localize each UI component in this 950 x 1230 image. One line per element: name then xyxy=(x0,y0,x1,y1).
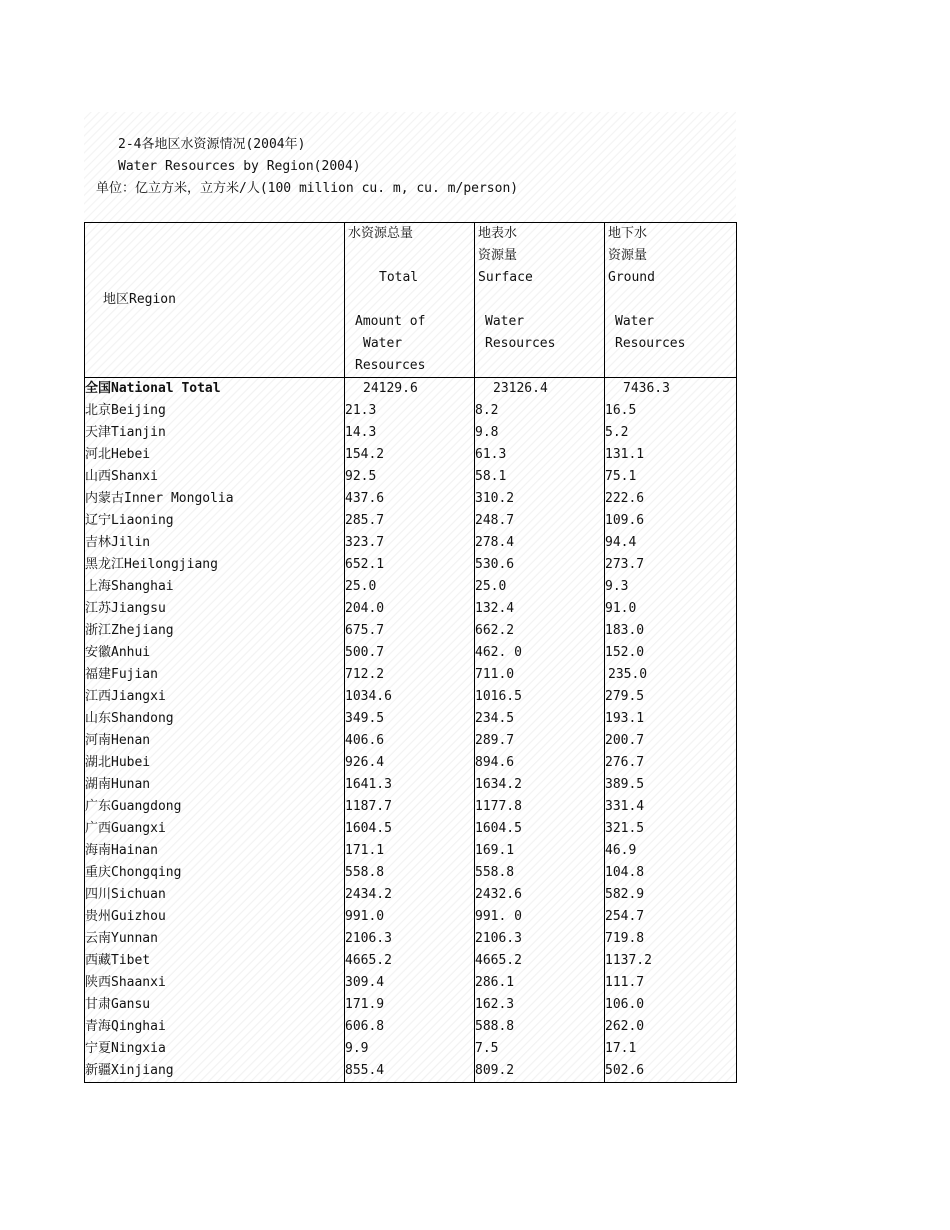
surface-cell: 894.6 xyxy=(475,752,605,774)
region-cell: 新疆Xinjiang xyxy=(85,1063,174,1078)
table-row xyxy=(85,708,737,730)
table-row xyxy=(85,774,737,796)
surface-cell: 289.7 xyxy=(475,730,605,752)
total-cell: 1187.7 xyxy=(345,796,475,818)
surface-cell: 248.7 xyxy=(475,510,605,532)
ground-cell: 111.7 xyxy=(605,972,737,994)
header-ground-line: Water xyxy=(615,314,655,329)
table-row xyxy=(85,576,737,598)
ground-cell: 9.3 xyxy=(605,576,737,598)
region-cell: 山西Shanxi xyxy=(85,469,158,484)
header-total-line: Amount of xyxy=(355,314,426,329)
header-surface-line xyxy=(475,289,604,311)
total-cell: 92.5 xyxy=(345,466,475,488)
total-cell: 500.7 xyxy=(345,642,475,664)
ground-cell: 719.8 xyxy=(605,928,737,950)
header-surface-line: 资源量 xyxy=(478,248,518,263)
table-row xyxy=(85,422,737,444)
region-cell: 陕西Shaanxi xyxy=(85,975,166,990)
header-total-line xyxy=(345,245,474,267)
total-cell: 675.7 xyxy=(345,620,475,642)
surface-cell: 162.3 xyxy=(475,994,605,1016)
table-row xyxy=(85,818,737,840)
ground-cell: 109.6 xyxy=(605,510,737,532)
surface-cell: 530.6 xyxy=(475,554,605,576)
table-row xyxy=(85,906,737,928)
total-cell: 24129.6 xyxy=(345,378,475,401)
surface-cell: 1604.5 xyxy=(475,818,605,840)
surface-cell: 2106.3 xyxy=(475,928,605,950)
surface-cell: 1177.8 xyxy=(475,796,605,818)
surface-cell: 662.2 xyxy=(475,620,605,642)
total-cell: 926.4 xyxy=(345,752,475,774)
total-cell: 9.9 xyxy=(345,1038,475,1060)
header-surface-line: Surface xyxy=(478,270,533,285)
unit-label: 单位：亿立方米，立方米/人(100 million cu. m, cu. m/person) xyxy=(96,181,519,196)
region-cell: 甘肃Gansu xyxy=(85,997,151,1012)
table-row xyxy=(85,730,737,752)
surface-cell: 1016.5 xyxy=(475,686,605,708)
table-row xyxy=(85,752,737,774)
region-cell: 福建Fujian xyxy=(85,667,158,682)
surface-cell: 558.8 xyxy=(475,862,605,884)
header-total xyxy=(345,223,475,378)
region-cell: 四川Sichuan xyxy=(85,887,166,902)
region-cell: 吉林Jilin xyxy=(85,535,151,550)
surface-cell: 23126.4 xyxy=(475,378,605,401)
ground-cell: 91.0 xyxy=(605,598,737,620)
surface-cell: 169.1 xyxy=(475,840,605,862)
region-cell: 江西Jiangxi xyxy=(85,689,166,704)
total-cell: 349.5 xyxy=(345,708,475,730)
table-row xyxy=(85,994,737,1016)
table-body xyxy=(85,378,737,1083)
header-total-line: Resources xyxy=(355,358,426,373)
surface-cell: 2432.6 xyxy=(475,884,605,906)
region-cell: 江苏Jiangsu xyxy=(85,601,166,616)
total-cell: 285.7 xyxy=(345,510,475,532)
table-row xyxy=(85,1038,737,1060)
surface-cell: 58.1 xyxy=(475,466,605,488)
region-cell: 湖北Hubei xyxy=(85,755,151,770)
surface-cell: 1634.2 xyxy=(475,774,605,796)
region-cell: 宁夏Ningxia xyxy=(85,1041,166,1056)
table-row xyxy=(85,510,737,532)
ground-cell: 104.8 xyxy=(605,862,737,884)
table-row xyxy=(85,972,737,994)
surface-cell: 61.3 xyxy=(475,444,605,466)
table-row xyxy=(85,1016,737,1038)
water-resources-table xyxy=(84,222,737,1083)
total-cell: 855.4 xyxy=(345,1060,475,1083)
header-ground-line: Ground xyxy=(608,270,655,285)
total-cell: 558.8 xyxy=(345,862,475,884)
header-surface-line: Resources xyxy=(485,336,556,351)
region-cell: 西藏Tibet xyxy=(85,953,151,968)
header-total-line: Water xyxy=(363,336,403,351)
header-surface-line: 地表水 xyxy=(478,226,518,241)
total-cell: 4665.2 xyxy=(345,950,475,972)
region-cell: 海南Hainan xyxy=(85,843,158,858)
header-total-line: Total xyxy=(379,270,419,285)
header-surface xyxy=(475,223,605,378)
table-row xyxy=(85,664,737,686)
surface-cell: 132.4 xyxy=(475,598,605,620)
table-row xyxy=(85,686,737,708)
region-cell: 上海Shanghai xyxy=(85,579,174,594)
total-cell: 309.4 xyxy=(345,972,475,994)
surface-cell: 310.2 xyxy=(475,488,605,510)
ground-cell: 17.1 xyxy=(605,1038,737,1060)
total-cell: 25.0 xyxy=(345,576,475,598)
table-row xyxy=(85,598,737,620)
ground-cell: 273.7 xyxy=(605,554,737,576)
table-title-cn: 2-4各地区水资源情况(2004年) xyxy=(118,137,306,152)
region-cell: 全国National Total xyxy=(85,381,221,396)
total-cell: 652.1 xyxy=(345,554,475,576)
ground-cell: 1137.2 xyxy=(605,950,737,972)
ground-cell: 235.0 xyxy=(605,664,737,686)
region-cell: 北京Beijing xyxy=(85,403,166,418)
ground-cell: 106.0 xyxy=(605,994,737,1016)
table-row xyxy=(85,488,737,510)
table-row xyxy=(85,620,737,642)
header-ground xyxy=(605,223,737,378)
total-cell: 323.7 xyxy=(345,532,475,554)
table-row xyxy=(85,1060,737,1083)
table-row xyxy=(85,796,737,818)
total-cell: 406.6 xyxy=(345,730,475,752)
region-cell: 贵州Guizhou xyxy=(85,909,166,924)
region-cell: 黑龙江Heilongjiang xyxy=(85,557,218,572)
ground-cell: 7436.3 xyxy=(605,378,737,401)
table-row xyxy=(85,928,737,950)
ground-cell: 94.4 xyxy=(605,532,737,554)
ground-cell: 5.2 xyxy=(605,422,737,444)
header-ground-line: 资源量 xyxy=(608,248,648,263)
region-cell: 青海Qinghai xyxy=(85,1019,166,1034)
total-cell: 1641.3 xyxy=(345,774,475,796)
region-cell: 天津Tianjin xyxy=(85,425,166,440)
header-region: 地区Region xyxy=(85,223,345,378)
total-cell: 171.9 xyxy=(345,994,475,1016)
ground-cell: 254.7 xyxy=(605,906,737,928)
surface-cell: 7.5 xyxy=(475,1038,605,1060)
ground-cell: 46.9 xyxy=(605,840,737,862)
total-cell: 1604.5 xyxy=(345,818,475,840)
total-cell: 14.3 xyxy=(345,422,475,444)
table-row xyxy=(85,466,737,488)
surface-cell: 588.8 xyxy=(475,1016,605,1038)
ground-cell: 193.1 xyxy=(605,708,737,730)
surface-cell: 234.5 xyxy=(475,708,605,730)
ground-cell: 152.0 xyxy=(605,642,737,664)
ground-cell: 502.6 xyxy=(605,1060,737,1083)
total-cell: 437.6 xyxy=(345,488,475,510)
header-ground-line: 地下水 xyxy=(608,226,648,241)
ground-cell: 131.1 xyxy=(605,444,737,466)
header-surface-line: Water xyxy=(485,314,525,329)
table-row xyxy=(85,950,737,972)
ground-cell: 276.7 xyxy=(605,752,737,774)
table-row xyxy=(85,444,737,466)
ground-cell: 183.0 xyxy=(605,620,737,642)
header-total-line xyxy=(345,289,474,311)
surface-cell: 278.4 xyxy=(475,532,605,554)
total-cell: 712.2 xyxy=(345,664,475,686)
surface-cell: 286.1 xyxy=(475,972,605,994)
table-row xyxy=(85,400,737,422)
table-row xyxy=(85,884,737,906)
region-cell: 辽宁Liaoning xyxy=(85,513,174,528)
header-ground-line xyxy=(605,289,736,311)
surface-cell: 991. 0 xyxy=(475,906,605,928)
total-cell: 991.0 xyxy=(345,906,475,928)
table-row xyxy=(85,642,737,664)
total-cell: 21.3 xyxy=(345,400,475,422)
region-cell: 河南Henan xyxy=(85,733,151,748)
surface-cell: 711.0 xyxy=(475,664,605,686)
region-cell: 广西Guangxi xyxy=(85,821,166,836)
region-cell: 湖南Hunan xyxy=(85,777,151,792)
region-cell: 云南Yunnan xyxy=(85,931,158,946)
region-cell: 重庆Chongqing xyxy=(85,865,182,880)
total-cell: 154.2 xyxy=(345,444,475,466)
surface-cell: 8.2 xyxy=(475,400,605,422)
table-row xyxy=(85,840,737,862)
surface-cell: 809.2 xyxy=(475,1060,605,1083)
header-total-line: 水资源总量 xyxy=(348,226,414,241)
surface-cell: 4665.2 xyxy=(475,950,605,972)
table-row xyxy=(85,554,737,576)
ground-cell: 279.5 xyxy=(605,686,737,708)
ground-cell: 262.0 xyxy=(605,1016,737,1038)
region-cell: 河北Hebei xyxy=(85,447,151,462)
total-cell: 204.0 xyxy=(345,598,475,620)
ground-cell: 582.9 xyxy=(605,884,737,906)
ground-cell: 75.1 xyxy=(605,466,737,488)
total-cell: 606.8 xyxy=(345,1016,475,1038)
table-title-en: Water Resources by Region(2004) xyxy=(118,159,361,174)
table-row xyxy=(85,532,737,554)
total-cell: 2106.3 xyxy=(345,928,475,950)
total-cell: 1034.6 xyxy=(345,686,475,708)
ground-cell: 321.5 xyxy=(605,818,737,840)
ground-cell: 200.7 xyxy=(605,730,737,752)
surface-cell: 462. 0 xyxy=(475,642,605,664)
region-cell: 安徽Anhui xyxy=(85,645,151,660)
region-cell: 广东Guangdong xyxy=(85,799,182,814)
total-cell: 171.1 xyxy=(345,840,475,862)
ground-cell: 222.6 xyxy=(605,488,737,510)
region-cell: 内蒙古Inner Mongolia xyxy=(85,491,234,506)
region-cell: 浙江Zhejiang xyxy=(85,623,174,638)
table-row-total xyxy=(85,378,737,401)
ground-cell: 331.4 xyxy=(605,796,737,818)
table-row xyxy=(85,862,737,884)
ground-cell: 16.5 xyxy=(605,400,737,422)
header-row xyxy=(85,223,737,378)
header-ground-line xyxy=(605,355,736,377)
surface-cell: 9.8 xyxy=(475,422,605,444)
header-ground-line: Resources xyxy=(615,336,686,351)
region-cell: 山东Shandong xyxy=(85,711,174,726)
surface-cell: 25.0 xyxy=(475,576,605,598)
ground-cell: 389.5 xyxy=(605,774,737,796)
total-cell: 2434.2 xyxy=(345,884,475,906)
header-surface-line xyxy=(475,355,604,377)
